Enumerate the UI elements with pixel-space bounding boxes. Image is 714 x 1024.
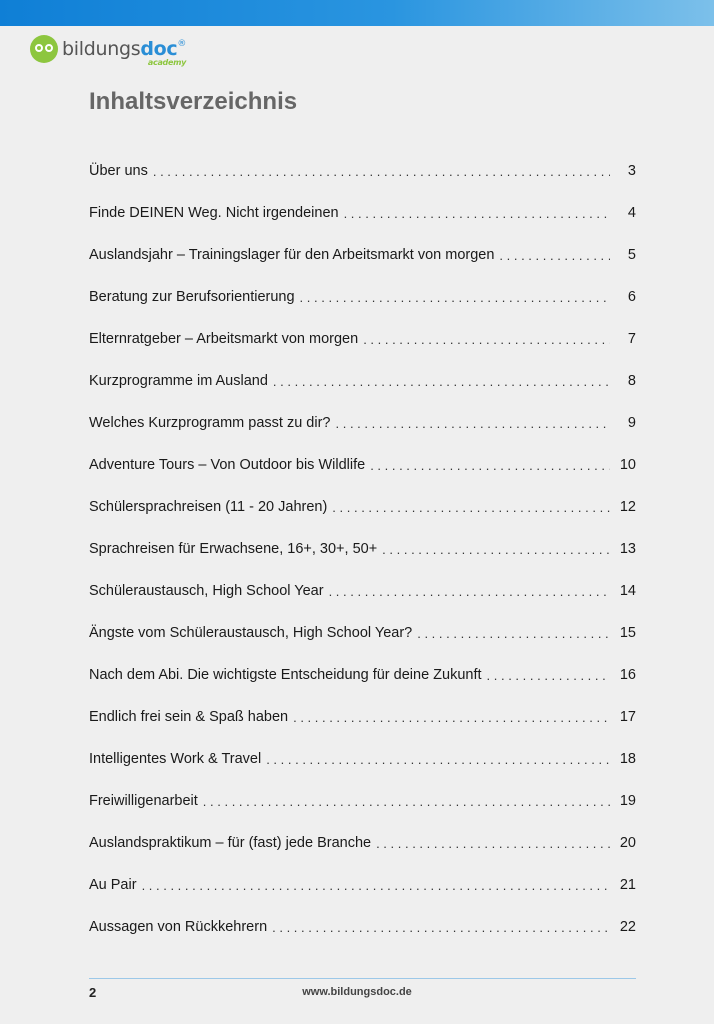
toc-leader-dots (293, 710, 610, 725)
toc-entry[interactable] (89, 276, 636, 318)
toc-entry-page: 20 (619, 835, 636, 851)
toc-entry-title: Ängste vom Schüleraustausch, High School Year? (89, 625, 413, 641)
toc-entry-title: Adventure Tours – Von Outdoor bis Wildlife (89, 457, 366, 473)
toc-leader-dots (417, 626, 610, 641)
owl-logo-icon (30, 35, 58, 63)
toc-entry-title: Nach dem Abi. Die wichtigste Entscheidung für deine Zukunft (89, 667, 482, 683)
toc-entry[interactable] (89, 906, 636, 948)
toc-entry-page: 15 (619, 625, 636, 641)
toc-entry-page: 21 (619, 877, 636, 893)
toc-entry-page: 18 (619, 751, 636, 767)
toc-entry[interactable] (89, 444, 636, 486)
toc-leader-dots (487, 668, 610, 683)
toc-entry-title: Au Pair (89, 877, 137, 893)
logo-subtext: academy (147, 57, 187, 67)
footer-page-number: 2 (89, 985, 97, 1000)
toc-entry-title: Beratung zur Berufsorientierung (89, 289, 295, 305)
toc-entry-page: 4 (627, 205, 636, 221)
toc-leader-dots (203, 794, 610, 809)
footer-url: www.bildungsdoc.de (302, 986, 412, 998)
toc-entry[interactable] (89, 696, 636, 738)
toc-entry-page: 19 (619, 793, 636, 809)
toc-entry[interactable] (89, 360, 636, 402)
toc-entry[interactable] (89, 528, 636, 570)
toc-entry[interactable] (89, 192, 636, 234)
toc-leader-dots (370, 458, 610, 473)
toc-entry-title: Schüleraustausch, High School Year (89, 583, 324, 599)
toc-leader-dots (376, 836, 610, 851)
toc-entry[interactable] (89, 486, 636, 528)
toc-leader-dots (329, 584, 610, 599)
toc-entry-page: 5 (627, 247, 636, 263)
toc-entry-title: Auslandsjahr – Trainingslager für den Arbeitsmarkt von morgen (89, 247, 495, 263)
toc-leader-dots (273, 374, 610, 389)
logo-text-accent: doc (140, 37, 178, 60)
toc-entry-page: 10 (619, 457, 636, 473)
table-of-contents (89, 150, 636, 948)
toc-leader-dots (142, 878, 610, 893)
bildungsdoc-logo (30, 32, 186, 66)
toc-entry-title: Intelligentes Work & Travel (89, 751, 262, 767)
toc-entry-page: 16 (619, 667, 636, 683)
toc-entry[interactable] (89, 570, 636, 612)
toc-leader-dots (382, 542, 610, 557)
toc-entry[interactable] (89, 822, 636, 864)
toc-leader-dots (332, 500, 610, 515)
toc-leader-dots (363, 332, 610, 347)
footer-divider (89, 978, 636, 979)
toc-entry-title: Freiwilligenarbeit (89, 793, 198, 809)
logo-registered-mark: ® (177, 38, 187, 49)
toc-entry-page: 17 (619, 709, 636, 725)
logo-text-primary: bildungs (62, 37, 141, 60)
toc-leader-dots (336, 416, 611, 431)
toc-leader-dots (344, 206, 610, 221)
toc-entry-page: 3 (627, 163, 636, 179)
toc-leader-dots (300, 290, 610, 305)
toc-entry[interactable] (89, 612, 636, 654)
toc-entry-page: 8 (627, 373, 636, 389)
toc-leader-dots (499, 248, 610, 263)
toc-entry-title: Über uns (89, 163, 148, 179)
toc-entry[interactable] (89, 234, 636, 276)
toc-entry-title: Endlich frei sein & Spaß haben (89, 709, 289, 725)
toc-entry-title: Sprachreisen für Erwachsene, 16+, 30+, 50+ (89, 541, 378, 557)
toc-leader-dots (153, 164, 610, 179)
toc-entry-title: Aussagen von Rückkehrern (89, 919, 268, 935)
toc-leader-dots (266, 752, 610, 767)
toc-entry-page: 6 (627, 289, 636, 305)
toc-entry[interactable] (89, 402, 636, 444)
page-title: Inhaltsverzeichnis (89, 88, 298, 115)
toc-entry-page: 13 (619, 541, 636, 557)
toc-entry[interactable] (89, 780, 636, 822)
toc-entry-page: 22 (619, 919, 636, 935)
toc-entry-page: 7 (627, 331, 636, 347)
toc-entry-title: Schülersprachreisen (11 - 20 Jahren) (89, 499, 328, 515)
toc-entry-page: 14 (619, 583, 636, 599)
toc-entry[interactable] (89, 318, 636, 360)
toc-entry-page: 9 (627, 415, 636, 431)
toc-entry-title: Auslandspraktikum – für (fast) jede Branche (89, 835, 372, 851)
toc-entry-page: 12 (619, 499, 636, 515)
toc-entry[interactable] (89, 150, 636, 192)
header-bar (0, 0, 714, 26)
toc-entry-title: Elternratgeber – Arbeitsmarkt von morgen (89, 331, 359, 347)
toc-entry[interactable] (89, 864, 636, 906)
toc-entry-title: Finde DEINEN Weg. Nicht irgendeinen (89, 205, 339, 221)
toc-leader-dots (272, 920, 610, 935)
toc-entry-title: Welches Kurzprogramm passt zu dir? (89, 415, 331, 431)
toc-entry[interactable] (89, 654, 636, 696)
logo-wordmark (62, 37, 187, 67)
toc-entry-title: Kurzprogramme im Ausland (89, 373, 268, 389)
toc-entry[interactable] (89, 738, 636, 780)
